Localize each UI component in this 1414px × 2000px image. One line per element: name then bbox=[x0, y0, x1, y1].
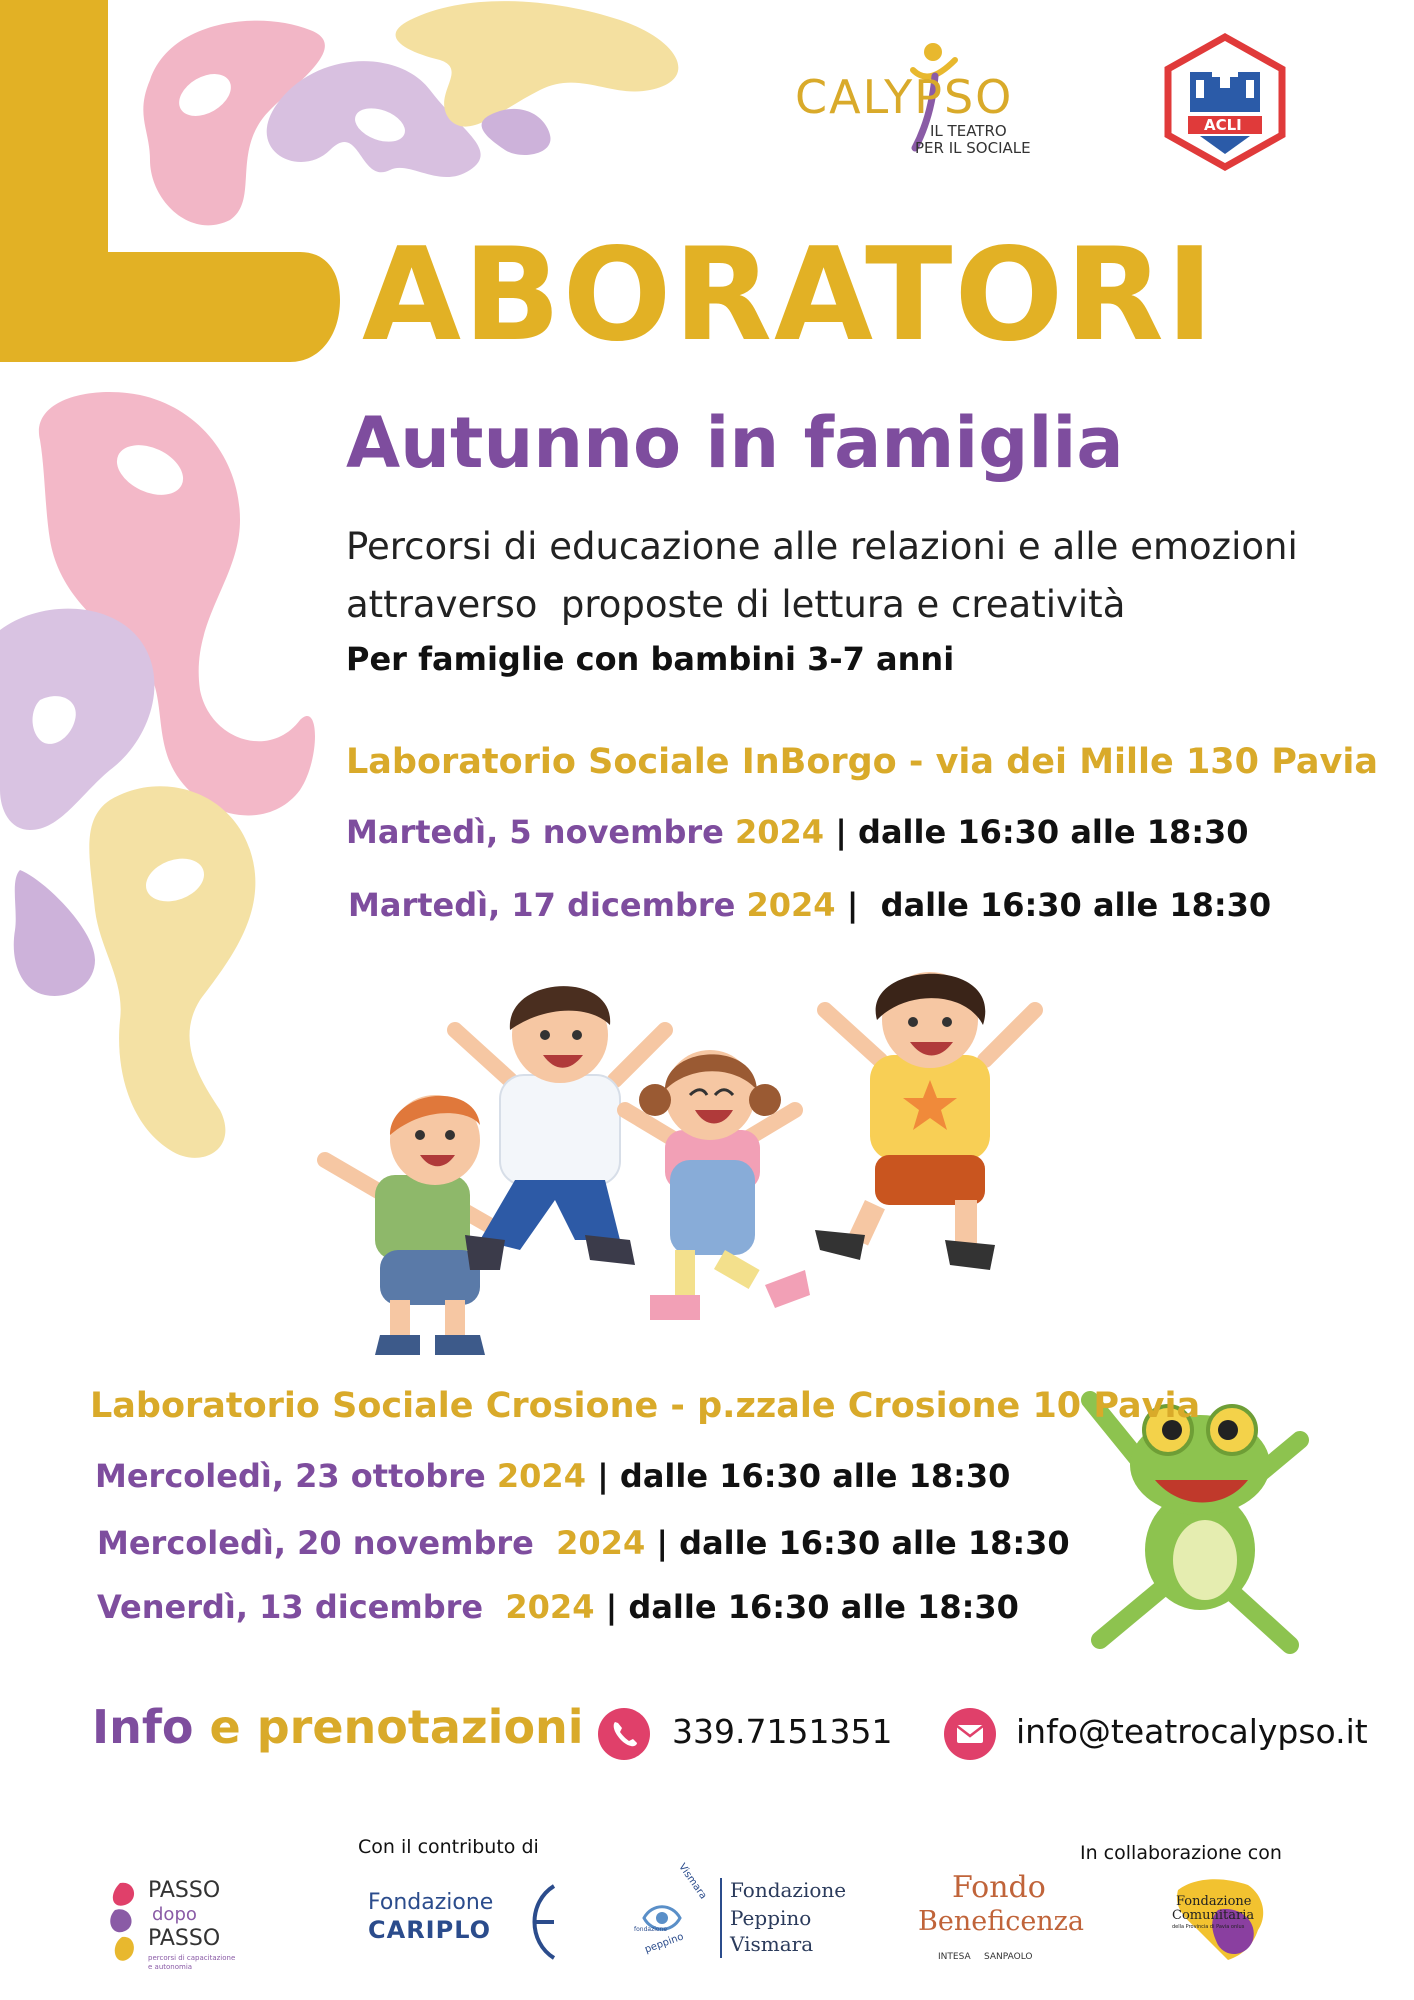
date-year: 2024 bbox=[746, 886, 836, 924]
date-time: | dalle 16:30 alle 18:30 bbox=[656, 1524, 1070, 1562]
page-title: ABORATORI bbox=[362, 221, 1216, 370]
description-line-2: attraverso proposte di lettura e creatività bbox=[346, 583, 1126, 626]
info-title-purple: Info bbox=[92, 1700, 194, 1754]
fondo-line-1: Fondo bbox=[952, 1870, 1046, 1905]
vismara-divider bbox=[720, 1878, 722, 1958]
acli-name: ACLI bbox=[1204, 116, 1242, 134]
calypso-name: CALYPSO bbox=[795, 70, 1014, 124]
date-day: Martedì, 17 dicembre bbox=[348, 886, 736, 924]
venue-2-date-1 bbox=[95, 1457, 1010, 1495]
date-time: | dalle 16:30 alle 18:30 bbox=[835, 813, 1249, 851]
vismara-mark-2: peppino bbox=[643, 1931, 686, 1956]
phone-number[interactable]: 339.7151351 bbox=[672, 1712, 893, 1751]
date-day: Mercoledì, 23 ottobre bbox=[95, 1457, 486, 1495]
lilac-drop-left bbox=[14, 870, 95, 996]
venue-1-date-2 bbox=[348, 886, 1271, 924]
vismara-logo bbox=[632, 1861, 847, 1963]
comunitaria-line-3: della Provincia di Pavia onlus bbox=[1172, 1924, 1245, 1930]
vismara-mark-3: fondazione bbox=[634, 1926, 668, 1933]
date-day: Martedì, 5 novembre bbox=[346, 813, 724, 851]
vismara-line-1: Fondazione bbox=[730, 1878, 847, 1902]
contributo-label: Con il contributo di bbox=[358, 1836, 539, 1858]
passo-dopo-passo-logo bbox=[100, 1870, 250, 1980]
fondo-line-3: INTESA bbox=[938, 1952, 971, 1962]
date-year: 2024 bbox=[556, 1524, 646, 1562]
date-time: | dalle 16:30 alle 18:30 bbox=[597, 1457, 1011, 1495]
venue-1-date-1 bbox=[346, 813, 1249, 851]
date-year: 2024 bbox=[496, 1457, 586, 1495]
calypso-logo bbox=[795, 40, 1075, 160]
venue-2-date-3 bbox=[97, 1588, 1019, 1626]
title-initial-block bbox=[0, 0, 340, 370]
date-time: | dalle 16:30 alle 18:30 bbox=[605, 1588, 1019, 1626]
mail-icon bbox=[944, 1708, 996, 1760]
collaborazione-label: In collaborazione con bbox=[1080, 1842, 1282, 1864]
passo-tag-1: percorsi di capacitazione bbox=[148, 1954, 236, 1962]
vismara-line-3: Vismara bbox=[730, 1932, 814, 1956]
description-line-1: Percorsi di educazione alle relazioni e alle emozioni bbox=[346, 525, 1298, 568]
comunitaria-line-2: Comunitaria bbox=[1172, 1908, 1255, 1923]
kid-overalls bbox=[625, 1050, 810, 1320]
title-initial-shape bbox=[0, 0, 340, 362]
cariplo-logo bbox=[368, 1882, 568, 1962]
date-year: 2024 bbox=[505, 1588, 595, 1626]
passo-line-3: PASSO bbox=[148, 1926, 221, 1951]
jumping-kids-illustration bbox=[305, 950, 1285, 1370]
vismara-mark-1: Vismara bbox=[676, 1861, 709, 1902]
passo-mark-icon bbox=[100, 1875, 145, 1975]
cream-blob-left bbox=[89, 786, 255, 1158]
lilac-drop-top bbox=[482, 109, 551, 155]
passo-line-2: dopo bbox=[152, 1904, 197, 1925]
acli-emblem-icon bbox=[1160, 32, 1290, 172]
fondo-beneficenza-logo bbox=[918, 1870, 1085, 1970]
kid-green-shirt bbox=[325, 1095, 515, 1355]
cariplo-line-2: CARIPLO bbox=[368, 1916, 492, 1944]
info-title bbox=[92, 1700, 584, 1754]
date-day: Venerdì, 13 dicembre bbox=[97, 1588, 495, 1626]
comunitaria-line-1: Fondazione bbox=[1176, 1894, 1252, 1909]
email-address[interactable]: info@teatrocalypso.it bbox=[1016, 1712, 1368, 1751]
passo-tag-2: e autonomia bbox=[148, 1963, 193, 1971]
passo-line-1: PASSO bbox=[148, 1878, 221, 1903]
date-year: 2024 bbox=[735, 813, 825, 851]
vismara-line-2: Peppino bbox=[730, 1906, 812, 1930]
venue-2-name: Laboratorio Sociale Crosione - p.zzale Crosione 10 Pavia bbox=[90, 1386, 1201, 1426]
cariplo-mark-icon bbox=[518, 1882, 563, 1962]
phone-icon bbox=[598, 1708, 650, 1760]
venue-1-name: Laboratorio Sociale InBorgo - via dei Mille 130 Pavia bbox=[346, 742, 1378, 782]
target-audience: Per famiglie con bambini 3-7 anni bbox=[346, 640, 955, 678]
fondo-line-4: SANPAOLO bbox=[984, 1952, 1033, 1962]
cariplo-line-1: Fondazione bbox=[368, 1890, 494, 1915]
fondo-line-2: Beneficenza bbox=[918, 1906, 1085, 1937]
kid-yellow-shirt bbox=[815, 972, 1035, 1270]
page-subtitle: Autunno in famiglia bbox=[346, 402, 1124, 484]
fondazione-comunitaria-logo bbox=[1168, 1870, 1278, 1965]
date-time: | dalle 16:30 alle 18:30 bbox=[846, 886, 1272, 924]
venue-2-date-2 bbox=[97, 1524, 1070, 1562]
description bbox=[346, 518, 1386, 634]
calypso-tagline-2: PER IL SOCIALE bbox=[915, 139, 1031, 157]
info-title-gold: e prenotazioni bbox=[209, 1700, 584, 1754]
date-day: Mercoledì, 20 novembre bbox=[97, 1524, 545, 1562]
acli-logo bbox=[1160, 32, 1290, 172]
calypso-tagline-1: IL TEATRO bbox=[930, 122, 1007, 140]
